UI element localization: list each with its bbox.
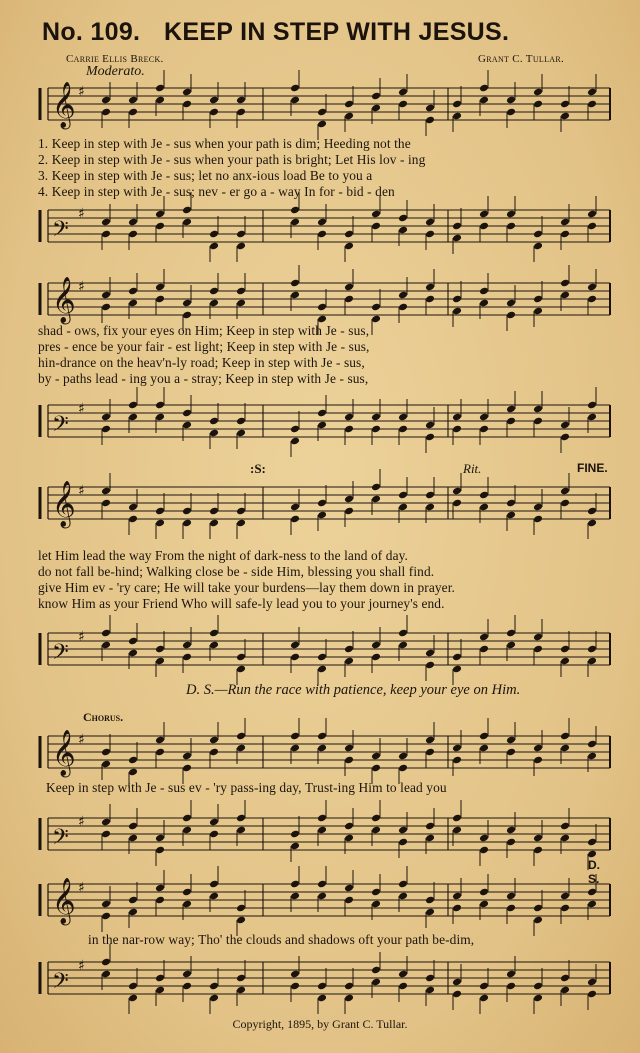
bass-staff (38, 202, 612, 262)
svg-text:♯: ♯ (78, 279, 85, 295)
verse-line-4: know Him as your Friend Who will safe-ly lead you to your journey's end. (38, 596, 445, 611)
verse-line-1: let Him lead the way From the night of dark-ness to the land of day. (38, 548, 408, 563)
chorus-system-2 (38, 858, 612, 1012)
svg-text:𝄞: 𝄞 (52, 878, 76, 924)
hymn-header (42, 18, 612, 52)
svg-text:𝄞: 𝄞 (52, 481, 76, 527)
svg-text:♯: ♯ (78, 84, 85, 100)
music-system-3 (38, 461, 612, 675)
svg-text:♯: ♯ (78, 814, 85, 830)
music-system-2 (38, 275, 612, 450)
svg-text:𝄢: 𝄢 (52, 969, 69, 999)
copyright-notice: Copyright, 1895, by Grant C. Tullar. (232, 1017, 408, 1031)
svg-text:𝄢: 𝄢 (52, 640, 69, 670)
ritardando-marking: Rit. (463, 461, 482, 476)
svg-text:𝄢: 𝄢 (52, 217, 69, 247)
svg-text:𝄞: 𝄞 (52, 82, 76, 128)
svg-text:♯: ♯ (78, 401, 85, 417)
verse-line-2: pres - ence be your fair - est light; Keep in step with Je - sus, (38, 339, 370, 354)
verse-line-3: 3. Keep in step with Je - sus; let no anx-ious load Be to you a (38, 168, 373, 183)
treble-staff (38, 728, 612, 788)
svg-text:𝄞: 𝄞 (52, 730, 76, 776)
svg-text:♯: ♯ (78, 483, 85, 499)
lyricist-credit: Carrie Ellis Breck. (66, 53, 164, 65)
verse-line-4: by - paths lead - ing you a - stray; Keep in step with Je - sus, (38, 371, 369, 386)
chorus-system-1 (38, 710, 612, 860)
dal-segno-instruction: D. S.—Run the race with patience, keep your eye on Him. (186, 682, 521, 698)
hymn-title: KEEP IN STEP WITH JESUS. (164, 18, 510, 46)
bass-staff (38, 810, 612, 870)
svg-text:♯: ♯ (78, 958, 85, 974)
svg-text:♯: ♯ (78, 732, 85, 748)
music-system-1 (38, 80, 612, 250)
verse-line-3: give Him ev - 'ry care; He will take your burdens—lay them down in prayer. (38, 580, 455, 595)
composer-credit: Grant C. Tullar. (478, 53, 565, 65)
segno-sign: :S: (250, 461, 266, 476)
verse-line-2: 2. Keep in step with Je - sus when your path is bright; Let His lov - ing (38, 152, 426, 167)
hymn-number: No. 109. (42, 18, 141, 46)
chorus-line-2: in the nar-row way; Tho' the clouds and shadows oft your path be-dim, (88, 932, 475, 947)
bass-staff (38, 625, 612, 685)
verse-line-1: shad - ows, fix your eyes on Him; Keep in step with Je - sus, (38, 323, 370, 338)
verse-line-1: 1. Keep in step with Je - sus when your path is dim; Heeding not the (38, 136, 411, 151)
fine-marking: FINE. (577, 461, 608, 475)
svg-text:♯: ♯ (78, 206, 85, 222)
bass-staff (38, 954, 612, 1014)
ds-mark: D. S. (588, 858, 600, 886)
treble-staff (38, 479, 612, 539)
treble-staff (38, 876, 612, 936)
tempo-marking: Moderato. (86, 64, 145, 79)
chorus-label: Chorus. (83, 710, 124, 724)
bass-staff (38, 397, 612, 457)
verse-line-2: do not fall be-hind; Walking close be - side Him, blessing you shall find. (38, 564, 435, 579)
svg-text:𝄢: 𝄢 (52, 825, 69, 855)
verse-line-4: 4. Keep in step with Je - sus; nev - er go a - way In for - bid - den (38, 184, 395, 199)
verse-line-3: hin-drance on the heav'n-ly road; Keep in step with Je - sus, (38, 355, 365, 370)
chorus-line-1: Keep in step with Je - sus ev - 'ry pass-ing day, Trust-ing Him to lead you (46, 780, 447, 795)
svg-text:♯: ♯ (78, 629, 85, 645)
svg-text:𝄢: 𝄢 (52, 412, 69, 442)
svg-text:♯: ♯ (78, 880, 85, 896)
treble-staff (38, 80, 612, 140)
svg-text:𝄞: 𝄞 (52, 277, 76, 323)
